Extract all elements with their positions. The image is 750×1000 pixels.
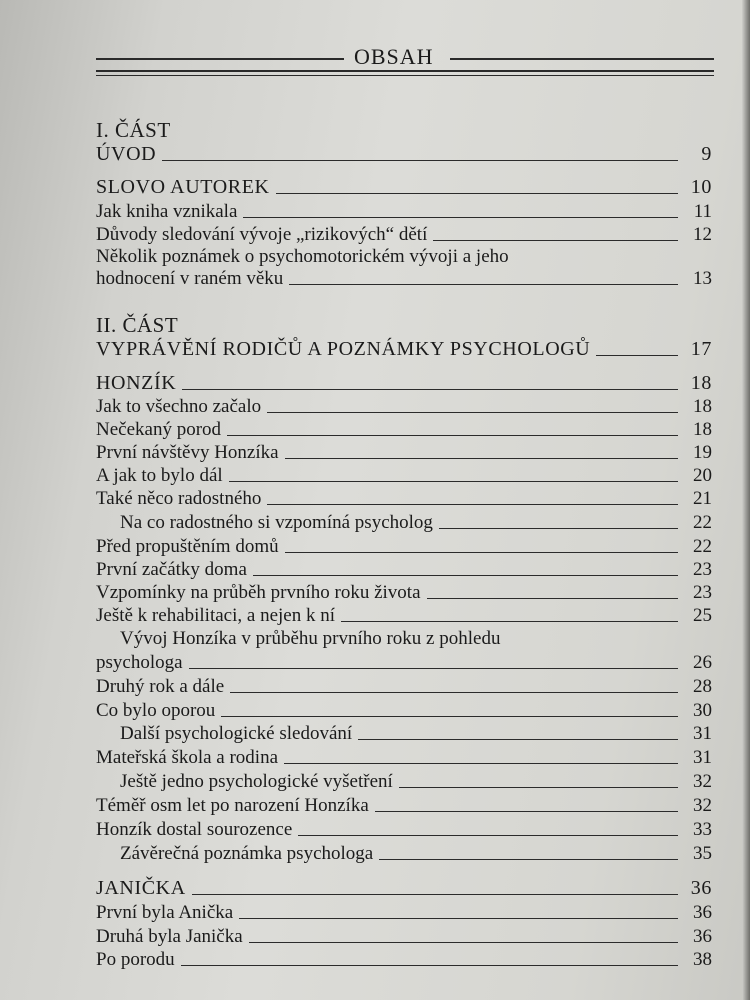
toc-entry [96, 900, 712, 924]
leader-line [596, 354, 678, 356]
toc-entry-page: 20 [693, 465, 712, 486]
toc-entry-page: 19 [693, 442, 712, 463]
toc-entry-label: Jak kniha vznikala [96, 201, 238, 222]
toc-entry-page: 23 [693, 559, 712, 580]
leader-line [253, 574, 678, 576]
toc-entry [96, 721, 712, 745]
part-heading-1: I. ČÁST [96, 118, 171, 142]
toc-entry-label: SLOVO AUTOREK [96, 176, 270, 198]
toc-entry-page: 17 [690, 338, 712, 360]
toc-entry-page: 22 [693, 512, 712, 533]
toc-entry-page: 33 [693, 819, 712, 840]
toc-entry-label: HONZÍK [96, 372, 177, 394]
toc-entry-label: První byla Anička [96, 902, 234, 923]
toc-entry [96, 510, 712, 534]
toc-entry [96, 337, 712, 361]
leader-line [229, 480, 678, 482]
toc-entry-page: 21 [693, 488, 712, 509]
leader-line [182, 388, 678, 390]
toc-entry-page: 25 [693, 605, 712, 626]
part-heading-2: II. ČÁST [96, 313, 179, 337]
toc-entry-line1: Několik poznámek o psychomotorickém vývoji a jeho [96, 246, 509, 267]
toc-entry [96, 674, 712, 698]
leader-line [298, 834, 678, 836]
toc-entry-line1: Vývoj Honzíka v průběhu prvního roku z pohledu [120, 628, 501, 649]
toc-entry [96, 580, 712, 604]
toc-entry [96, 486, 712, 510]
toc-entry-page: 32 [693, 771, 712, 792]
leader-line [230, 691, 678, 693]
leader-line [433, 239, 678, 241]
toc-entry [96, 199, 712, 223]
leader-line [189, 667, 678, 669]
toc-entry-label: hodnocení v raném věku [96, 268, 284, 289]
toc-entry-label: Také něco radostného [96, 488, 262, 509]
toc-entry-label: VYPRÁVĚNÍ RODIČŮ A POZNÁMKY PSYCHOLOGŮ [96, 338, 591, 360]
toc-entry-page: 11 [693, 201, 712, 222]
toc-entry-page: 22 [693, 536, 712, 557]
toc-entry [96, 924, 712, 948]
page-title: OBSAH [354, 44, 434, 69]
toc-entry-label: Druhá byla Janička [96, 926, 243, 947]
toc-entry-label: Další psychologické sledování [120, 723, 353, 744]
toc-entry-label: Téměř osm let po narození Honzíka [96, 795, 369, 816]
leader-line [399, 786, 678, 788]
toc-entry [96, 463, 712, 487]
toc-entry-label: Vzpomínky na průběh prvního roku života [96, 582, 421, 603]
toc-entry [96, 947, 712, 971]
toc-entry-page: 36 [690, 877, 712, 899]
toc-entry-label: ÚVOD [96, 143, 157, 165]
toc-entry-label: První začátky doma [96, 559, 247, 580]
leader-line [341, 620, 678, 622]
toc-entry [96, 817, 712, 841]
leader-line [276, 192, 678, 194]
toc-entry-page: 13 [693, 268, 712, 289]
leader-line [427, 597, 678, 599]
toc-entry [96, 142, 712, 166]
leader-line [267, 411, 678, 413]
toc-entry-label: Závěrečná poznámka psychologa [120, 843, 374, 864]
leader-line [181, 964, 678, 966]
toc-entry-label: Před propuštěním domů [96, 536, 279, 557]
toc-entry-label: První návštěvy Honzíka [96, 442, 279, 463]
leader-line [249, 941, 678, 943]
toc-entry-label: A jak to bylo dál [96, 465, 223, 486]
toc-entry-page: 28 [693, 676, 712, 697]
toc-entry [96, 603, 712, 627]
toc-entry-page: 9 [701, 143, 712, 165]
toc-entry [96, 440, 712, 464]
toc-entry [96, 557, 712, 581]
toc-entry [96, 650, 712, 674]
toc-entry [96, 793, 712, 817]
toc-entry [96, 534, 712, 558]
toc-entry-page: 38 [693, 949, 712, 970]
leader-line [227, 434, 678, 436]
toc-entry-label: psychologa [96, 652, 183, 673]
toc-entry-label: Mateřská škola a rodina [96, 747, 279, 768]
toc-entry-page: 18 [693, 396, 712, 417]
leader-line [375, 810, 678, 812]
toc-entry-label: Druhý rok a dále [96, 676, 225, 697]
leader-line [439, 527, 678, 529]
leader-line [267, 503, 678, 505]
toc-entry-page: 26 [693, 652, 712, 673]
toc-entry [96, 371, 712, 395]
toc-entry [96, 769, 712, 793]
toc-entry-label: Po porodu [96, 949, 175, 970]
toc-entry-label: JANIČKA [96, 877, 186, 899]
leader-line [192, 893, 678, 895]
toc-entry-page: 31 [693, 723, 712, 744]
toc-entry [96, 175, 712, 199]
toc-entry-label: Nečekaný porod [96, 419, 222, 440]
toc-entry-label: Ještě k rehabilitaci, a nejen k ní [96, 605, 335, 626]
toc-entry-label: Ještě jedno psychologické vyšetření [120, 771, 393, 792]
toc-entry-page: 36 [693, 902, 712, 923]
toc-entry [96, 394, 712, 418]
leader-line [221, 715, 678, 717]
toc-entry-page: 35 [693, 843, 712, 864]
leader-line [289, 283, 678, 285]
toc-entry [96, 698, 712, 722]
toc-entry-page: 18 [693, 419, 712, 440]
toc-entry [96, 222, 712, 246]
toc-entry-label: Jak to všechno začalo [96, 396, 262, 417]
leader-line [285, 457, 678, 459]
toc-entry [96, 266, 712, 290]
toc-entry-page: 10 [690, 176, 712, 198]
toc-entry [96, 876, 712, 900]
toc-entry-page: 36 [693, 926, 712, 947]
leader-line [162, 159, 678, 161]
toc-entry-page: 31 [693, 747, 712, 768]
leader-line [285, 551, 678, 553]
toc-entry-page: 12 [693, 224, 712, 245]
toc-entry [96, 841, 712, 865]
toc-entry [96, 745, 712, 769]
leader-line [358, 738, 678, 740]
leader-line [379, 858, 678, 860]
leader-line [243, 216, 678, 218]
toc-entry-page: 18 [690, 372, 712, 394]
toc-entry-label: Důvody sledování vývoje „rizikových“ dětí [96, 224, 428, 245]
toc-entry-label: Na co radostného si vzpomíná psycholog [120, 512, 433, 533]
toc-entry-page: 32 [693, 795, 712, 816]
toc-entry [96, 417, 712, 441]
toc-entry-page: 23 [693, 582, 712, 603]
leader-line [284, 762, 678, 764]
leader-line [239, 917, 678, 919]
toc-entry-label: Co bylo oporou [96, 700, 216, 721]
toc-entry-label: Honzík dostal sourozence [96, 819, 293, 840]
toc-entry-page: 30 [693, 700, 712, 721]
